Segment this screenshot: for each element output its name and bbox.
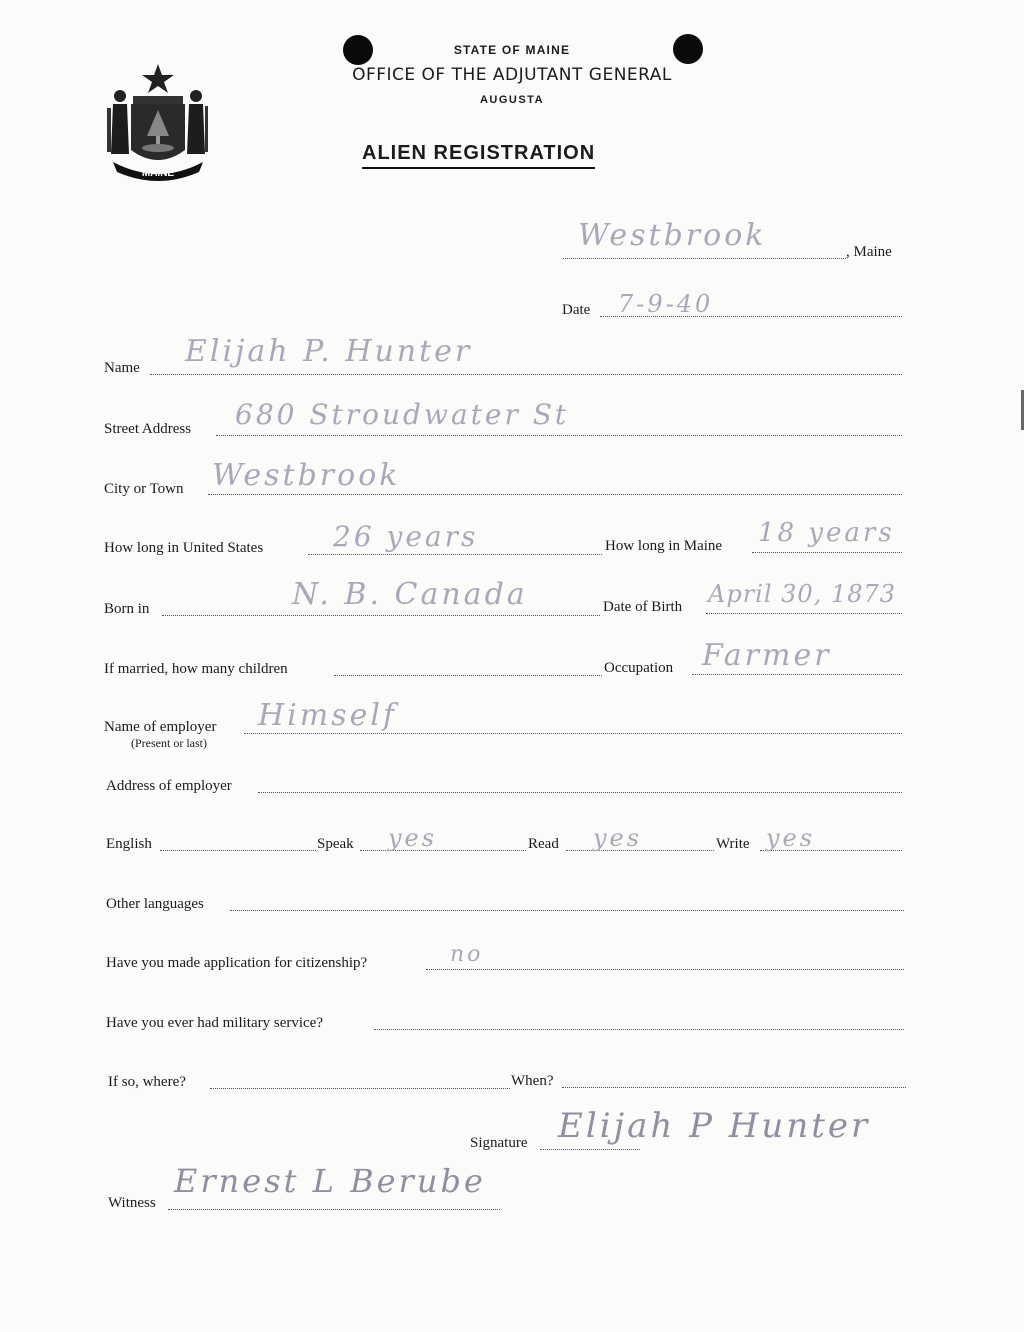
how-long-us-label: How long in United States [104,540,264,556]
born-in-dotted-line [162,615,600,616]
how-long-us-dotted-line [308,554,602,555]
signature-dotted-line [540,1149,640,1150]
name-label: Name [104,360,140,376]
seal-label: MAINE [141,168,175,179]
children-dotted-line [334,675,602,676]
date-value: 7-9-40 [618,290,714,318]
office-heading: OFFICE OF THE ADJUTANT GENERAL [352,65,672,85]
when-dotted-line [562,1087,906,1088]
occupation-dotted-line [692,674,902,675]
date-of-birth-dotted-line [706,613,902,614]
how-long-maine-dotted-line [752,552,902,553]
how-long-us-value: 26 years [333,520,479,553]
employer-label: Name of employer [104,719,217,735]
occupation-value: Farmer [702,638,832,673]
employer-address-dotted-line [258,792,902,793]
employer-address-label: Address of employer [106,778,232,794]
city-value: Westbrook [212,458,401,493]
children-label: If married, how many children [104,661,288,677]
form-title: ALIEN REGISTRATION [362,142,595,169]
speak-label: Speak [317,836,354,852]
date-of-birth-label: Date of Birth [603,599,683,615]
born-in-label: Born in [104,601,150,617]
write-value: yes [766,824,816,852]
citizenship-label: Have you made application for citizenship? [106,955,368,971]
english-dotted-line [160,850,316,851]
date-label: Date [562,302,591,318]
employer-dotted-line [244,733,902,734]
how-long-maine-label: How long in Maine [605,538,723,554]
maine-label: , Maine [846,244,892,260]
witness-value: Ernest L Berube [174,1162,486,1200]
city-label: City or Town [104,481,184,497]
name-dotted-line [150,374,902,375]
military-label: Have you ever had military service? [106,1015,323,1031]
town-dotted-line [563,258,846,259]
state-heading: STATE OF MAINE [453,43,571,57]
other-languages-dotted-line [230,910,904,911]
speak-value: yes [388,824,438,852]
name-value: Elijah P. Hunter [185,334,473,369]
how-long-maine-value: 18 years [758,518,895,548]
citizenship-dotted-line [426,969,904,970]
where-label: If so, where? [108,1074,186,1090]
witness-dotted-line [168,1209,500,1210]
signature-value: Elijah P Hunter [558,1106,871,1146]
city-dotted-line [208,494,902,495]
signature-label: Signature [470,1135,528,1151]
employer-note: (Present or last) [131,736,207,750]
military-dotted-line [374,1029,904,1030]
where-dotted-line [210,1088,510,1089]
speak-dotted-line [360,850,526,851]
street-address-dotted-line [216,435,902,436]
other-languages-label: Other languages [106,896,204,912]
occupation-label: Occupation [604,660,674,676]
english-label: English [106,836,152,852]
employer-value: Himself [258,698,398,733]
city-heading: AUGUSTA [479,94,545,106]
witness-label: Witness [108,1195,156,1211]
born-in-value: N. B. Canada [292,577,528,612]
street-address-value: 680 Stroudwater St [235,398,570,431]
write-label: Write [716,836,750,852]
date-of-birth-value: April 30, 1873 [708,580,897,608]
citizenship-value: no [450,942,484,967]
read-value: yes [593,824,643,852]
when-label: When? [511,1073,554,1089]
read-label: Read [528,836,559,852]
town-value: Westbrook [578,218,767,253]
street-address-label: Street Address [104,421,192,437]
